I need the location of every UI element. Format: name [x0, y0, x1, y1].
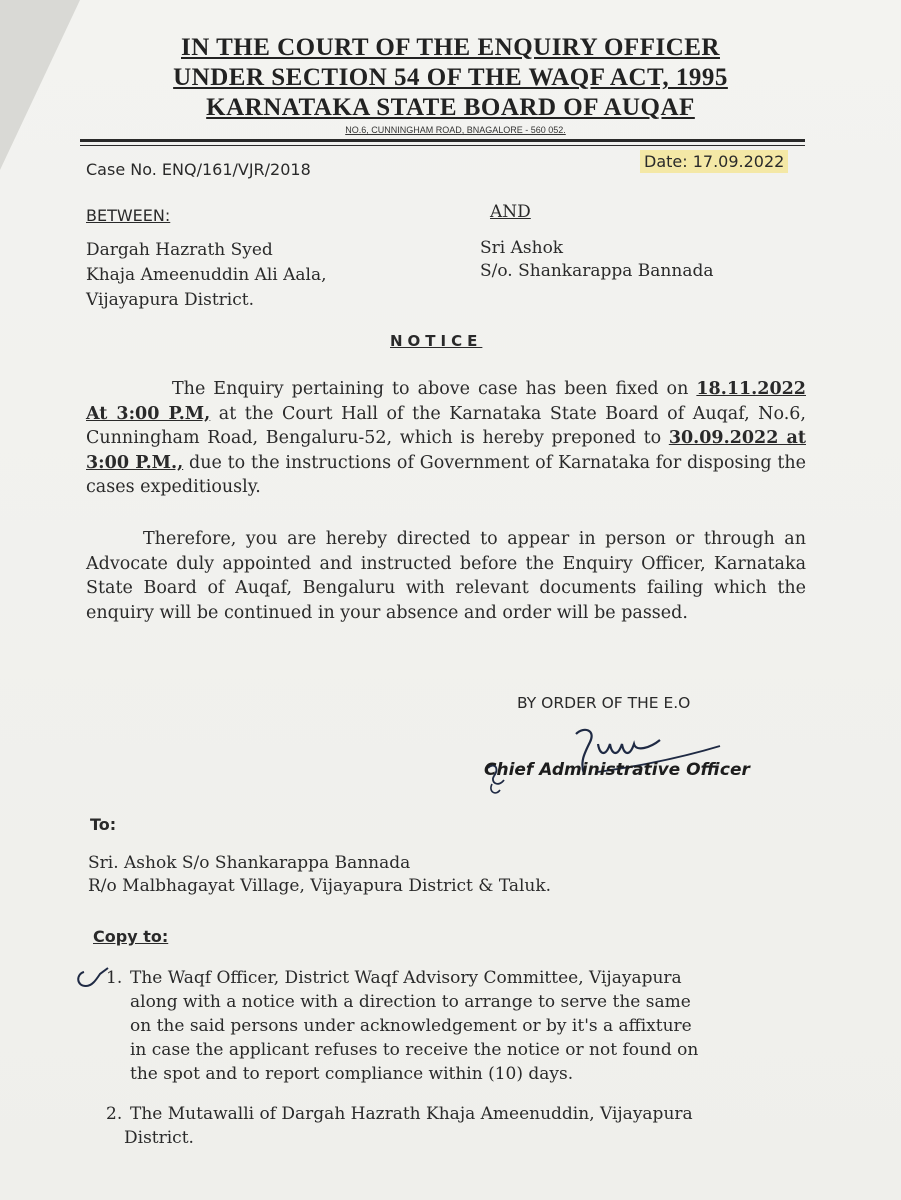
- copy-item-1-line: the spot and to report compliance within (10) days.: [130, 1064, 574, 1084]
- signatory-title: Chief Administrative Officer: [484, 760, 750, 780]
- copy-to-label: Copy to:: [93, 927, 169, 946]
- by-order-line: BY ORDER OF THE E.O: [517, 694, 691, 712]
- copy-item-1-line: The Waqf Officer, District Waqf Advisory Committee, Vijayapura: [130, 968, 682, 988]
- notice-paragraph-1: [86, 377, 806, 500]
- tick-mark-icon: [74, 966, 114, 992]
- copy-item-2-text: [124, 1102, 693, 1150]
- to-line-2: R/o Malbhagayat Village, Vijayapura District & Taluk.: [88, 876, 552, 896]
- copy-item-2-line: District.: [124, 1128, 194, 1148]
- header-line-3: KARNATAKA STATE BOARD OF AUQAF: [206, 94, 695, 121]
- header-rule-thick: [80, 139, 805, 142]
- header-line-1: IN THE COURT OF THE ENQUIRY OFFICER: [181, 34, 720, 61]
- copy-item-1-line: in case the applicant refuses to receive the notice or not found on: [130, 1040, 699, 1060]
- party2-line-2: S/o. Shankarappa Bannada: [480, 261, 714, 281]
- date-field: [640, 152, 788, 171]
- para1-text-a: The Enquiry pertaining to above case has been fixed on: [172, 379, 689, 399]
- party2-line-1: Sri Ashok: [480, 238, 564, 258]
- copy-item-2-line: The Mutawalli of Dargah Hazrath Khaja Ameenuddin, Vijayapura: [130, 1104, 693, 1124]
- notice-title: NOTICE: [390, 332, 483, 350]
- copy-item-1-line: on the said persons under acknowledgement or by it's a affixture: [130, 1016, 692, 1036]
- copy-item-1-text: [130, 966, 698, 1086]
- copy-item-1-number: 1.: [106, 968, 123, 988]
- between-label: BETWEEN:: [86, 206, 171, 225]
- party1-line-3: Vijayapura District.: [86, 290, 254, 310]
- party1-line-1: Dargah Hazrath Syed: [86, 240, 273, 260]
- header-rule-thin: [80, 145, 805, 146]
- header-line-2: UNDER SECTION 54 OF THE WAQF ACT, 1995: [173, 64, 728, 91]
- date-text: Date: 17.09.2022: [640, 150, 788, 173]
- header-address: NO.6, CUNNINGHAM ROAD, BNAGALORE - 560 052.: [345, 125, 566, 135]
- hearing-date-preponed: 30.09.2022 at 3:00 P.M.,: [86, 428, 806, 473]
- copy-item-2-number: 2.: [106, 1104, 123, 1124]
- to-label: To:: [90, 815, 117, 834]
- notice-paragraph-2: Therefore, you are hereby directed to appear in person or through an Advocate duly appointed and instructed before the Enquiry Officer, Karnataka State Board of Auqaf, Bengaluru with relevant documents failing which the enquiry will be continued in your absence and order will be passed.: [86, 529, 806, 623]
- party1-line-2: Khaja Ameenuddin Ali Aala,: [86, 265, 327, 285]
- and-label: AND: [490, 202, 531, 222]
- to-line-1: Sri. Ashok S/o Shankarappa Bannada: [88, 853, 411, 873]
- hearing-date-original: 18.11.2022 At 3:00 P.M,: [86, 379, 806, 424]
- para1-text-e: due to the instructions of Government of Karnataka for disposing the cases expeditiously.: [86, 452, 806, 497]
- copy-item-1-line: along with a notice with a direction to arrange to serve the same: [130, 992, 691, 1012]
- case-number: Case No. ENQ/161/VJR/2018: [86, 160, 311, 179]
- para1-text-c: at the Court Hall of the Karnataka State Board of Auqaf, No.6, Cunningham Road, Bengaluru-52, which is hereby preponed to: [86, 403, 806, 448]
